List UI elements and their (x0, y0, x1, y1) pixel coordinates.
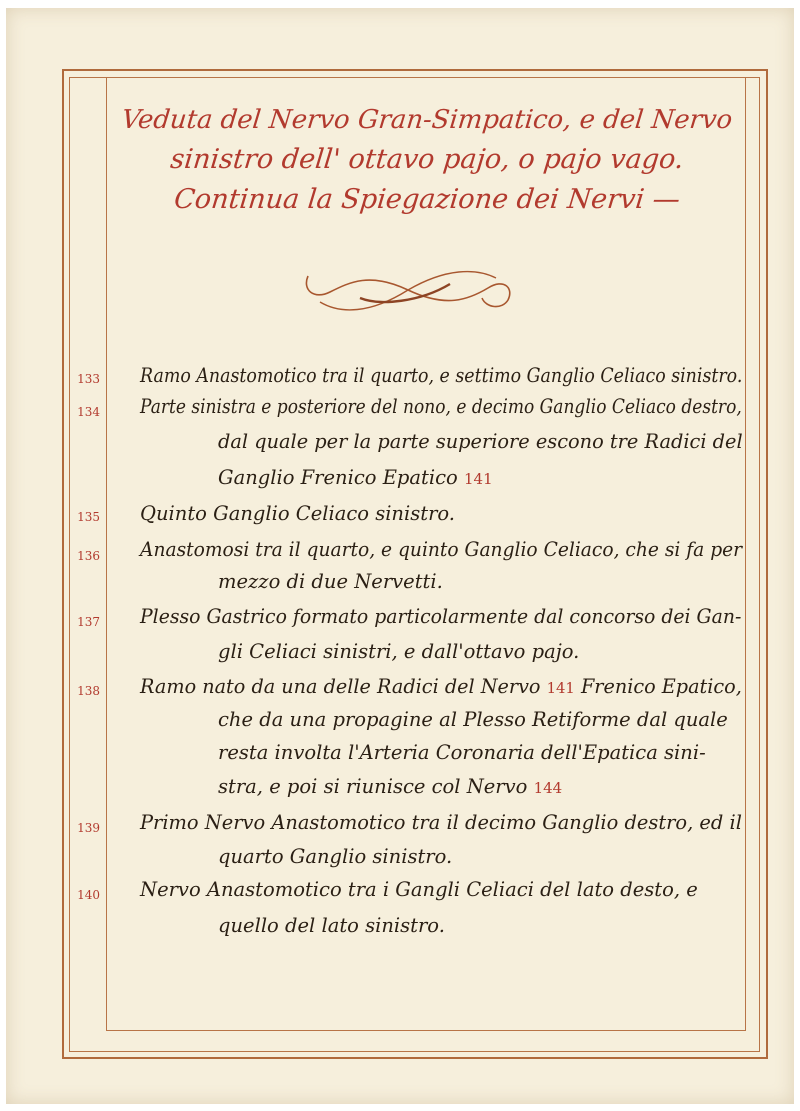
entry-number-136: 136 (77, 549, 100, 563)
entry-133-line-1: Ramo Anastomotico tra il quarto, e settimo Ganglio Celiaco sinistro. (140, 364, 743, 387)
margin-rule (106, 77, 107, 1031)
entry-138-line-1-tail: Frenico Epatico, (580, 675, 742, 698)
entry-number-140: 140 (77, 888, 100, 902)
entry-137-line-2: gli Celiaci sinistri, e dall'ottavo pajo. (218, 640, 580, 663)
entry-number-138: 138 (77, 684, 100, 698)
entry-138-line-2: che da una propagine al Plesso Retiforme dal quale (218, 708, 728, 731)
entry-138-line-3: resta involta l'Arteria Coronaria dell'Epatica sini- (218, 741, 706, 764)
entry-number-134: 134 (77, 405, 100, 419)
entry-number-135: 135 (77, 510, 100, 524)
page-border-inner (69, 77, 760, 1052)
entry-134-line-3 (218, 466, 493, 489)
bottom-rule (106, 1030, 746, 1031)
title-line-1: Veduta del Nervo Gran-Simpatico, e del Nervo (120, 105, 734, 135)
flourish-ornament (300, 262, 515, 318)
entry-136-line-1: Anastomosi tra il quarto, e quinto Ganglio Celiaco, che si fa per (140, 538, 743, 561)
title-line-3-text: Continua la Spiegazione dei Nervi (172, 184, 646, 215)
entry-138-line-4-text: stra, e poi si riunisce col Nervo (218, 775, 528, 798)
cross-reference-141: 141 (463, 470, 493, 488)
entry-140-line-2: quello del lato sinistro. (218, 914, 445, 937)
title-line-3: Continua la Spiegazione dei Nervi — (172, 184, 682, 215)
cross-reference-144: 144 (533, 779, 563, 797)
entry-number-137: 137 (77, 615, 100, 629)
entry-number-139: 139 (77, 821, 100, 835)
entry-139-line-1: Primo Nervo Anastomotico tra il decimo Ganglio destro, ed il (140, 811, 742, 834)
entry-138-line-1-text: Ramo nato da una delle Radici del Nervo (140, 675, 541, 698)
entry-134-line-3-text: Ganglio Frenico Epatico (218, 466, 458, 489)
title-line-2: sinistro dell' ottavo pajo, o pajo vago. (168, 144, 686, 175)
page-title (112, 100, 742, 220)
entry-134-line-2: dal quale per la parte superiore escono tre Radici del (218, 430, 743, 453)
entry-137-line-1: Plesso Gastrico formato particolarmente dal concorso dei Gan- (140, 605, 742, 628)
entry-134-line-1: Parte sinistra e posteriore del nono, e decimo Ganglio Celiaco destro, (140, 395, 742, 418)
entry-135-line-1: Quinto Ganglio Celiaco sinistro. (140, 502, 455, 525)
entry-136-line-2: mezzo di due Nervetti. (218, 570, 443, 593)
entry-138-line-1 (140, 675, 742, 698)
entry-138-line-4 (218, 775, 562, 798)
entry-140-line-1: Nervo Anastomotico tra i Gangli Celiaci del lato desto, e (140, 878, 698, 901)
entry-139-line-2: quarto Ganglio sinistro. (218, 845, 453, 868)
entry-number-133: 133 (77, 372, 100, 386)
cross-reference-141: 141 (546, 679, 575, 697)
right-rule (745, 77, 746, 1031)
